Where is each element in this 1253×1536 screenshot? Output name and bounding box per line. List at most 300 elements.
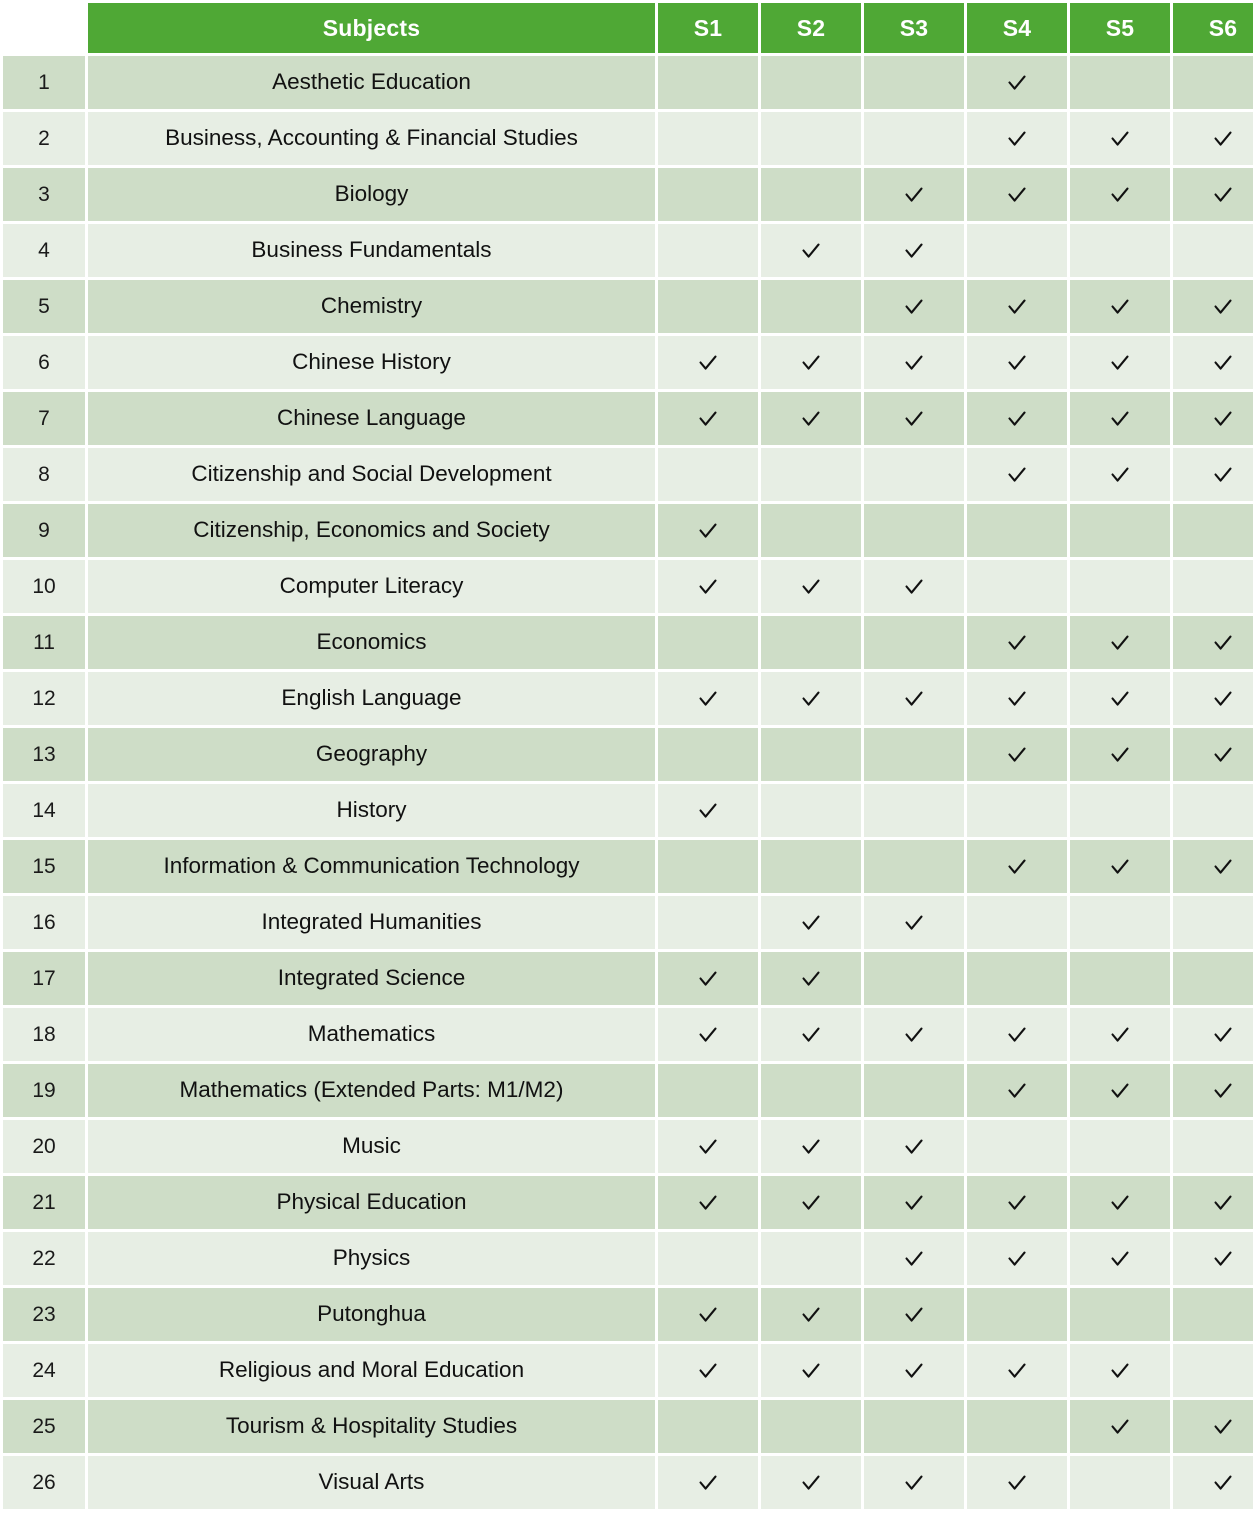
check-icon	[903, 1472, 925, 1494]
table-row	[3, 112, 1253, 165]
subject-name: Citizenship and Social Development	[88, 448, 655, 501]
cell-s4	[967, 784, 1067, 837]
cell-s2	[761, 280, 861, 333]
subject-name: Information & Communication Technology	[88, 840, 655, 893]
table-row	[3, 1008, 1253, 1061]
check-icon	[1006, 856, 1028, 878]
cell-s1	[658, 280, 758, 333]
check-icon	[1006, 184, 1028, 206]
check-icon	[1109, 352, 1131, 374]
subject-name: Computer Literacy	[88, 560, 655, 613]
cell-s3	[864, 1456, 964, 1509]
cell-s4	[967, 1232, 1067, 1285]
cell-s1	[658, 784, 758, 837]
subject-name: Mathematics	[88, 1008, 655, 1061]
check-icon	[1212, 464, 1234, 486]
cell-s3	[864, 896, 964, 949]
check-icon	[1109, 464, 1131, 486]
check-icon	[1109, 1192, 1131, 1214]
check-icon	[1109, 632, 1131, 654]
check-icon	[800, 1024, 822, 1046]
table-row	[3, 1456, 1253, 1509]
check-icon	[1212, 296, 1234, 318]
cell-s5	[1070, 280, 1170, 333]
cell-s1	[658, 504, 758, 557]
check-icon	[697, 408, 719, 430]
check-icon	[697, 1192, 719, 1214]
cell-s5	[1070, 392, 1170, 445]
cell-s5	[1070, 1288, 1170, 1341]
check-icon	[800, 240, 822, 262]
cell-s5	[1070, 1120, 1170, 1173]
cell-s2	[761, 840, 861, 893]
cell-s3	[864, 616, 964, 669]
cell-s1	[658, 672, 758, 725]
cell-s6	[1173, 168, 1253, 221]
cell-s2	[761, 616, 861, 669]
cell-s3	[864, 1400, 964, 1453]
cell-s5	[1070, 56, 1170, 109]
cell-s5	[1070, 1344, 1170, 1397]
subject-name: Integrated Science	[88, 952, 655, 1005]
cell-s4	[967, 1064, 1067, 1117]
check-icon	[697, 1136, 719, 1158]
cell-s4	[967, 112, 1067, 165]
check-icon	[903, 1248, 925, 1270]
cell-s6	[1173, 1008, 1253, 1061]
cell-s1	[658, 1232, 758, 1285]
subject-name: Putonghua	[88, 1288, 655, 1341]
cell-s5	[1070, 672, 1170, 725]
cell-s2	[761, 1064, 861, 1117]
row-number: 19	[3, 1064, 85, 1117]
row-number: 26	[3, 1456, 85, 1509]
check-icon	[800, 1360, 822, 1382]
cell-s5	[1070, 560, 1170, 613]
cell-s6	[1173, 392, 1253, 445]
check-icon	[903, 1360, 925, 1382]
header-level-s1: S1	[658, 3, 758, 53]
row-number: 24	[3, 1344, 85, 1397]
cell-s3	[864, 1344, 964, 1397]
subject-name: Mathematics (Extended Parts: M1/M2)	[88, 1064, 655, 1117]
cell-s2	[761, 56, 861, 109]
check-icon	[697, 1024, 719, 1046]
row-number: 5	[3, 280, 85, 333]
cell-s3	[864, 504, 964, 557]
cell-s3	[864, 784, 964, 837]
header-row	[3, 3, 1253, 53]
cell-s1	[658, 1008, 758, 1061]
subject-name: Religious and Moral Education	[88, 1344, 655, 1397]
cell-s5	[1070, 168, 1170, 221]
check-icon	[697, 1472, 719, 1494]
cell-s5	[1070, 224, 1170, 277]
cell-s5	[1070, 448, 1170, 501]
table-row	[3, 896, 1253, 949]
cell-s1	[658, 1400, 758, 1453]
check-icon	[1212, 632, 1234, 654]
cell-s1	[658, 1344, 758, 1397]
cell-s1	[658, 1456, 758, 1509]
subject-name: Integrated Humanities	[88, 896, 655, 949]
check-icon	[1212, 1024, 1234, 1046]
cell-s4	[967, 616, 1067, 669]
row-number: 22	[3, 1232, 85, 1285]
check-icon	[1109, 1248, 1131, 1270]
subject-name: Music	[88, 1120, 655, 1173]
cell-s4	[967, 224, 1067, 277]
cell-s5	[1070, 1064, 1170, 1117]
cell-s3	[864, 1008, 964, 1061]
check-icon	[1006, 688, 1028, 710]
row-number: 11	[3, 616, 85, 669]
subject-name: Economics	[88, 616, 655, 669]
cell-s1	[658, 616, 758, 669]
row-number: 18	[3, 1008, 85, 1061]
table-row	[3, 1288, 1253, 1341]
check-icon	[1109, 408, 1131, 430]
cell-s6	[1173, 840, 1253, 893]
check-icon	[1109, 1080, 1131, 1102]
cell-s3	[864, 672, 964, 725]
row-number: 23	[3, 1288, 85, 1341]
check-icon	[903, 1304, 925, 1326]
subject-name: Aesthetic Education	[88, 56, 655, 109]
check-icon	[903, 296, 925, 318]
check-icon	[903, 688, 925, 710]
check-icon	[1109, 856, 1131, 878]
subject-name: Physics	[88, 1232, 655, 1285]
row-number: 12	[3, 672, 85, 725]
check-icon	[800, 912, 822, 934]
check-icon	[903, 240, 925, 262]
check-icon	[1006, 1192, 1028, 1214]
cell-s4	[967, 840, 1067, 893]
cell-s3	[864, 728, 964, 781]
table-row	[3, 840, 1253, 893]
check-icon	[1212, 1080, 1234, 1102]
cell-s4	[967, 1288, 1067, 1341]
check-icon	[1006, 632, 1028, 654]
cell-s5	[1070, 1232, 1170, 1285]
subject-name: Business Fundamentals	[88, 224, 655, 277]
cell-s5	[1070, 952, 1170, 1005]
header-level-s6: S6	[1173, 3, 1253, 53]
cell-s1	[658, 1176, 758, 1229]
cell-s6	[1173, 1120, 1253, 1173]
table-row	[3, 392, 1253, 445]
check-icon	[697, 688, 719, 710]
subject-name: History	[88, 784, 655, 837]
cell-s4	[967, 728, 1067, 781]
check-icon	[903, 1024, 925, 1046]
cell-s6	[1173, 56, 1253, 109]
row-number: 6	[3, 336, 85, 389]
cell-s4	[967, 168, 1067, 221]
check-icon	[1212, 1416, 1234, 1438]
cell-s4	[967, 1120, 1067, 1173]
subject-name: Chinese History	[88, 336, 655, 389]
cell-s5	[1070, 728, 1170, 781]
subject-name: Chemistry	[88, 280, 655, 333]
cell-s5	[1070, 1400, 1170, 1453]
cell-s5	[1070, 1008, 1170, 1061]
check-icon	[1212, 1248, 1234, 1270]
check-icon	[1109, 1024, 1131, 1046]
check-icon	[1109, 744, 1131, 766]
row-number: 13	[3, 728, 85, 781]
cell-s1	[658, 336, 758, 389]
header-level-s5: S5	[1070, 3, 1170, 53]
check-icon	[800, 408, 822, 430]
cell-s1	[658, 56, 758, 109]
cell-s4	[967, 336, 1067, 389]
cell-s6	[1173, 448, 1253, 501]
cell-s5	[1070, 896, 1170, 949]
check-icon	[697, 1360, 719, 1382]
cell-s3	[864, 56, 964, 109]
header-subjects: Subjects	[88, 3, 655, 53]
cell-s6	[1173, 728, 1253, 781]
cell-s3	[864, 112, 964, 165]
check-icon	[1006, 128, 1028, 150]
cell-s3	[864, 336, 964, 389]
table-body	[3, 56, 1253, 1509]
check-icon	[1006, 1360, 1028, 1382]
subject-name: Geography	[88, 728, 655, 781]
table-row	[3, 280, 1253, 333]
cell-s4	[967, 952, 1067, 1005]
check-icon	[800, 1136, 822, 1158]
cell-s5	[1070, 112, 1170, 165]
cell-s4	[967, 1456, 1067, 1509]
cell-s1	[658, 392, 758, 445]
cell-s6	[1173, 1288, 1253, 1341]
cell-s4	[967, 448, 1067, 501]
cell-s2	[761, 672, 861, 725]
cell-s6	[1173, 784, 1253, 837]
cell-s1	[658, 560, 758, 613]
row-number: 10	[3, 560, 85, 613]
cell-s1	[658, 952, 758, 1005]
check-icon	[800, 576, 822, 598]
cell-s2	[761, 1176, 861, 1229]
cell-s2	[761, 1456, 861, 1509]
cell-s4	[967, 56, 1067, 109]
cell-s5	[1070, 1176, 1170, 1229]
row-number: 7	[3, 392, 85, 445]
cell-s5	[1070, 616, 1170, 669]
row-number: 3	[3, 168, 85, 221]
check-icon	[1006, 1080, 1028, 1102]
cell-s6	[1173, 672, 1253, 725]
check-icon	[1006, 1472, 1028, 1494]
cell-s6	[1173, 112, 1253, 165]
table-row	[3, 224, 1253, 277]
check-icon	[800, 688, 822, 710]
check-icon	[1109, 688, 1131, 710]
check-icon	[903, 912, 925, 934]
check-icon	[1006, 408, 1028, 430]
cell-s2	[761, 1120, 861, 1173]
cell-s2	[761, 1008, 861, 1061]
check-icon	[903, 576, 925, 598]
cell-s5	[1070, 504, 1170, 557]
table-row	[3, 784, 1253, 837]
cell-s5	[1070, 336, 1170, 389]
cell-s1	[658, 728, 758, 781]
table-row	[3, 504, 1253, 557]
cell-s4	[967, 896, 1067, 949]
check-icon	[1006, 1248, 1028, 1270]
cell-s2	[761, 448, 861, 501]
check-icon	[1109, 128, 1131, 150]
cell-s1	[658, 1120, 758, 1173]
cell-s3	[864, 392, 964, 445]
table-row	[3, 560, 1253, 613]
check-icon	[1212, 688, 1234, 710]
cell-s4	[967, 280, 1067, 333]
cell-s3	[864, 168, 964, 221]
header-level-s2: S2	[761, 3, 861, 53]
row-number: 17	[3, 952, 85, 1005]
check-icon	[903, 408, 925, 430]
header-number-column	[3, 3, 85, 53]
subject-name: Chinese Language	[88, 392, 655, 445]
cell-s1	[658, 168, 758, 221]
cell-s3	[864, 1120, 964, 1173]
check-icon	[1212, 744, 1234, 766]
cell-s3	[864, 952, 964, 1005]
cell-s4	[967, 1008, 1067, 1061]
check-icon	[1109, 184, 1131, 206]
check-icon	[1109, 1416, 1131, 1438]
table-row	[3, 1400, 1253, 1453]
table-row	[3, 1344, 1253, 1397]
table-row	[3, 616, 1253, 669]
cell-s6	[1173, 280, 1253, 333]
cell-s2	[761, 1344, 861, 1397]
table-row	[3, 728, 1253, 781]
cell-s6	[1173, 1456, 1253, 1509]
cell-s2	[761, 392, 861, 445]
row-number: 2	[3, 112, 85, 165]
cell-s3	[864, 840, 964, 893]
cell-s2	[761, 168, 861, 221]
table-row	[3, 168, 1253, 221]
row-number: 25	[3, 1400, 85, 1453]
check-icon	[1006, 1024, 1028, 1046]
check-icon	[697, 1304, 719, 1326]
cell-s6	[1173, 952, 1253, 1005]
cell-s4	[967, 1176, 1067, 1229]
cell-s6	[1173, 1400, 1253, 1453]
check-icon	[800, 1472, 822, 1494]
cell-s2	[761, 784, 861, 837]
check-icon	[903, 1136, 925, 1158]
subject-name: Visual Arts	[88, 1456, 655, 1509]
cell-s4	[967, 672, 1067, 725]
check-icon	[1006, 464, 1028, 486]
table-row	[3, 672, 1253, 725]
cell-s1	[658, 1288, 758, 1341]
cell-s2	[761, 560, 861, 613]
cell-s3	[864, 560, 964, 613]
check-icon	[1006, 744, 1028, 766]
cell-s6	[1173, 616, 1253, 669]
check-icon	[903, 1192, 925, 1214]
row-number: 21	[3, 1176, 85, 1229]
cell-s2	[761, 896, 861, 949]
table-row	[3, 56, 1253, 109]
cell-s2	[761, 1232, 861, 1285]
cell-s1	[658, 896, 758, 949]
subject-name: Tourism & Hospitality Studies	[88, 1400, 655, 1453]
check-icon	[1212, 128, 1234, 150]
check-icon	[1006, 296, 1028, 318]
check-icon	[1212, 1192, 1234, 1214]
subject-name: English Language	[88, 672, 655, 725]
header-level-s4: S4	[967, 3, 1067, 53]
table-row	[3, 1064, 1253, 1117]
cell-s5	[1070, 784, 1170, 837]
table-row	[3, 448, 1253, 501]
cell-s1	[658, 112, 758, 165]
check-icon	[1109, 296, 1131, 318]
cell-s2	[761, 224, 861, 277]
cell-s1	[658, 840, 758, 893]
subject-name: Citizenship, Economics and Society	[88, 504, 655, 557]
row-number: 9	[3, 504, 85, 557]
cell-s6	[1173, 224, 1253, 277]
row-number: 14	[3, 784, 85, 837]
cell-s4	[967, 504, 1067, 557]
cell-s4	[967, 1344, 1067, 1397]
row-number: 20	[3, 1120, 85, 1173]
cell-s6	[1173, 336, 1253, 389]
table-row	[3, 1176, 1253, 1229]
cell-s3	[864, 280, 964, 333]
cell-s5	[1070, 840, 1170, 893]
cell-s2	[761, 504, 861, 557]
row-number: 15	[3, 840, 85, 893]
check-icon	[800, 1304, 822, 1326]
check-icon	[800, 1192, 822, 1214]
check-icon	[1109, 1360, 1131, 1382]
row-number: 16	[3, 896, 85, 949]
cell-s4	[967, 1400, 1067, 1453]
cell-s3	[864, 448, 964, 501]
cell-s2	[761, 1400, 861, 1453]
row-number: 8	[3, 448, 85, 501]
check-icon	[1212, 1472, 1234, 1494]
table-header	[3, 3, 1253, 53]
check-icon	[800, 968, 822, 990]
cell-s4	[967, 392, 1067, 445]
cell-s6	[1173, 560, 1253, 613]
header-level-s3: S3	[864, 3, 964, 53]
subject-name: Physical Education	[88, 1176, 655, 1229]
check-icon	[697, 520, 719, 542]
table-row	[3, 1120, 1253, 1173]
table-row	[3, 952, 1253, 1005]
check-icon	[697, 576, 719, 598]
table-row	[3, 1232, 1253, 1285]
cell-s2	[761, 952, 861, 1005]
check-icon	[1006, 352, 1028, 374]
check-icon	[697, 800, 719, 822]
